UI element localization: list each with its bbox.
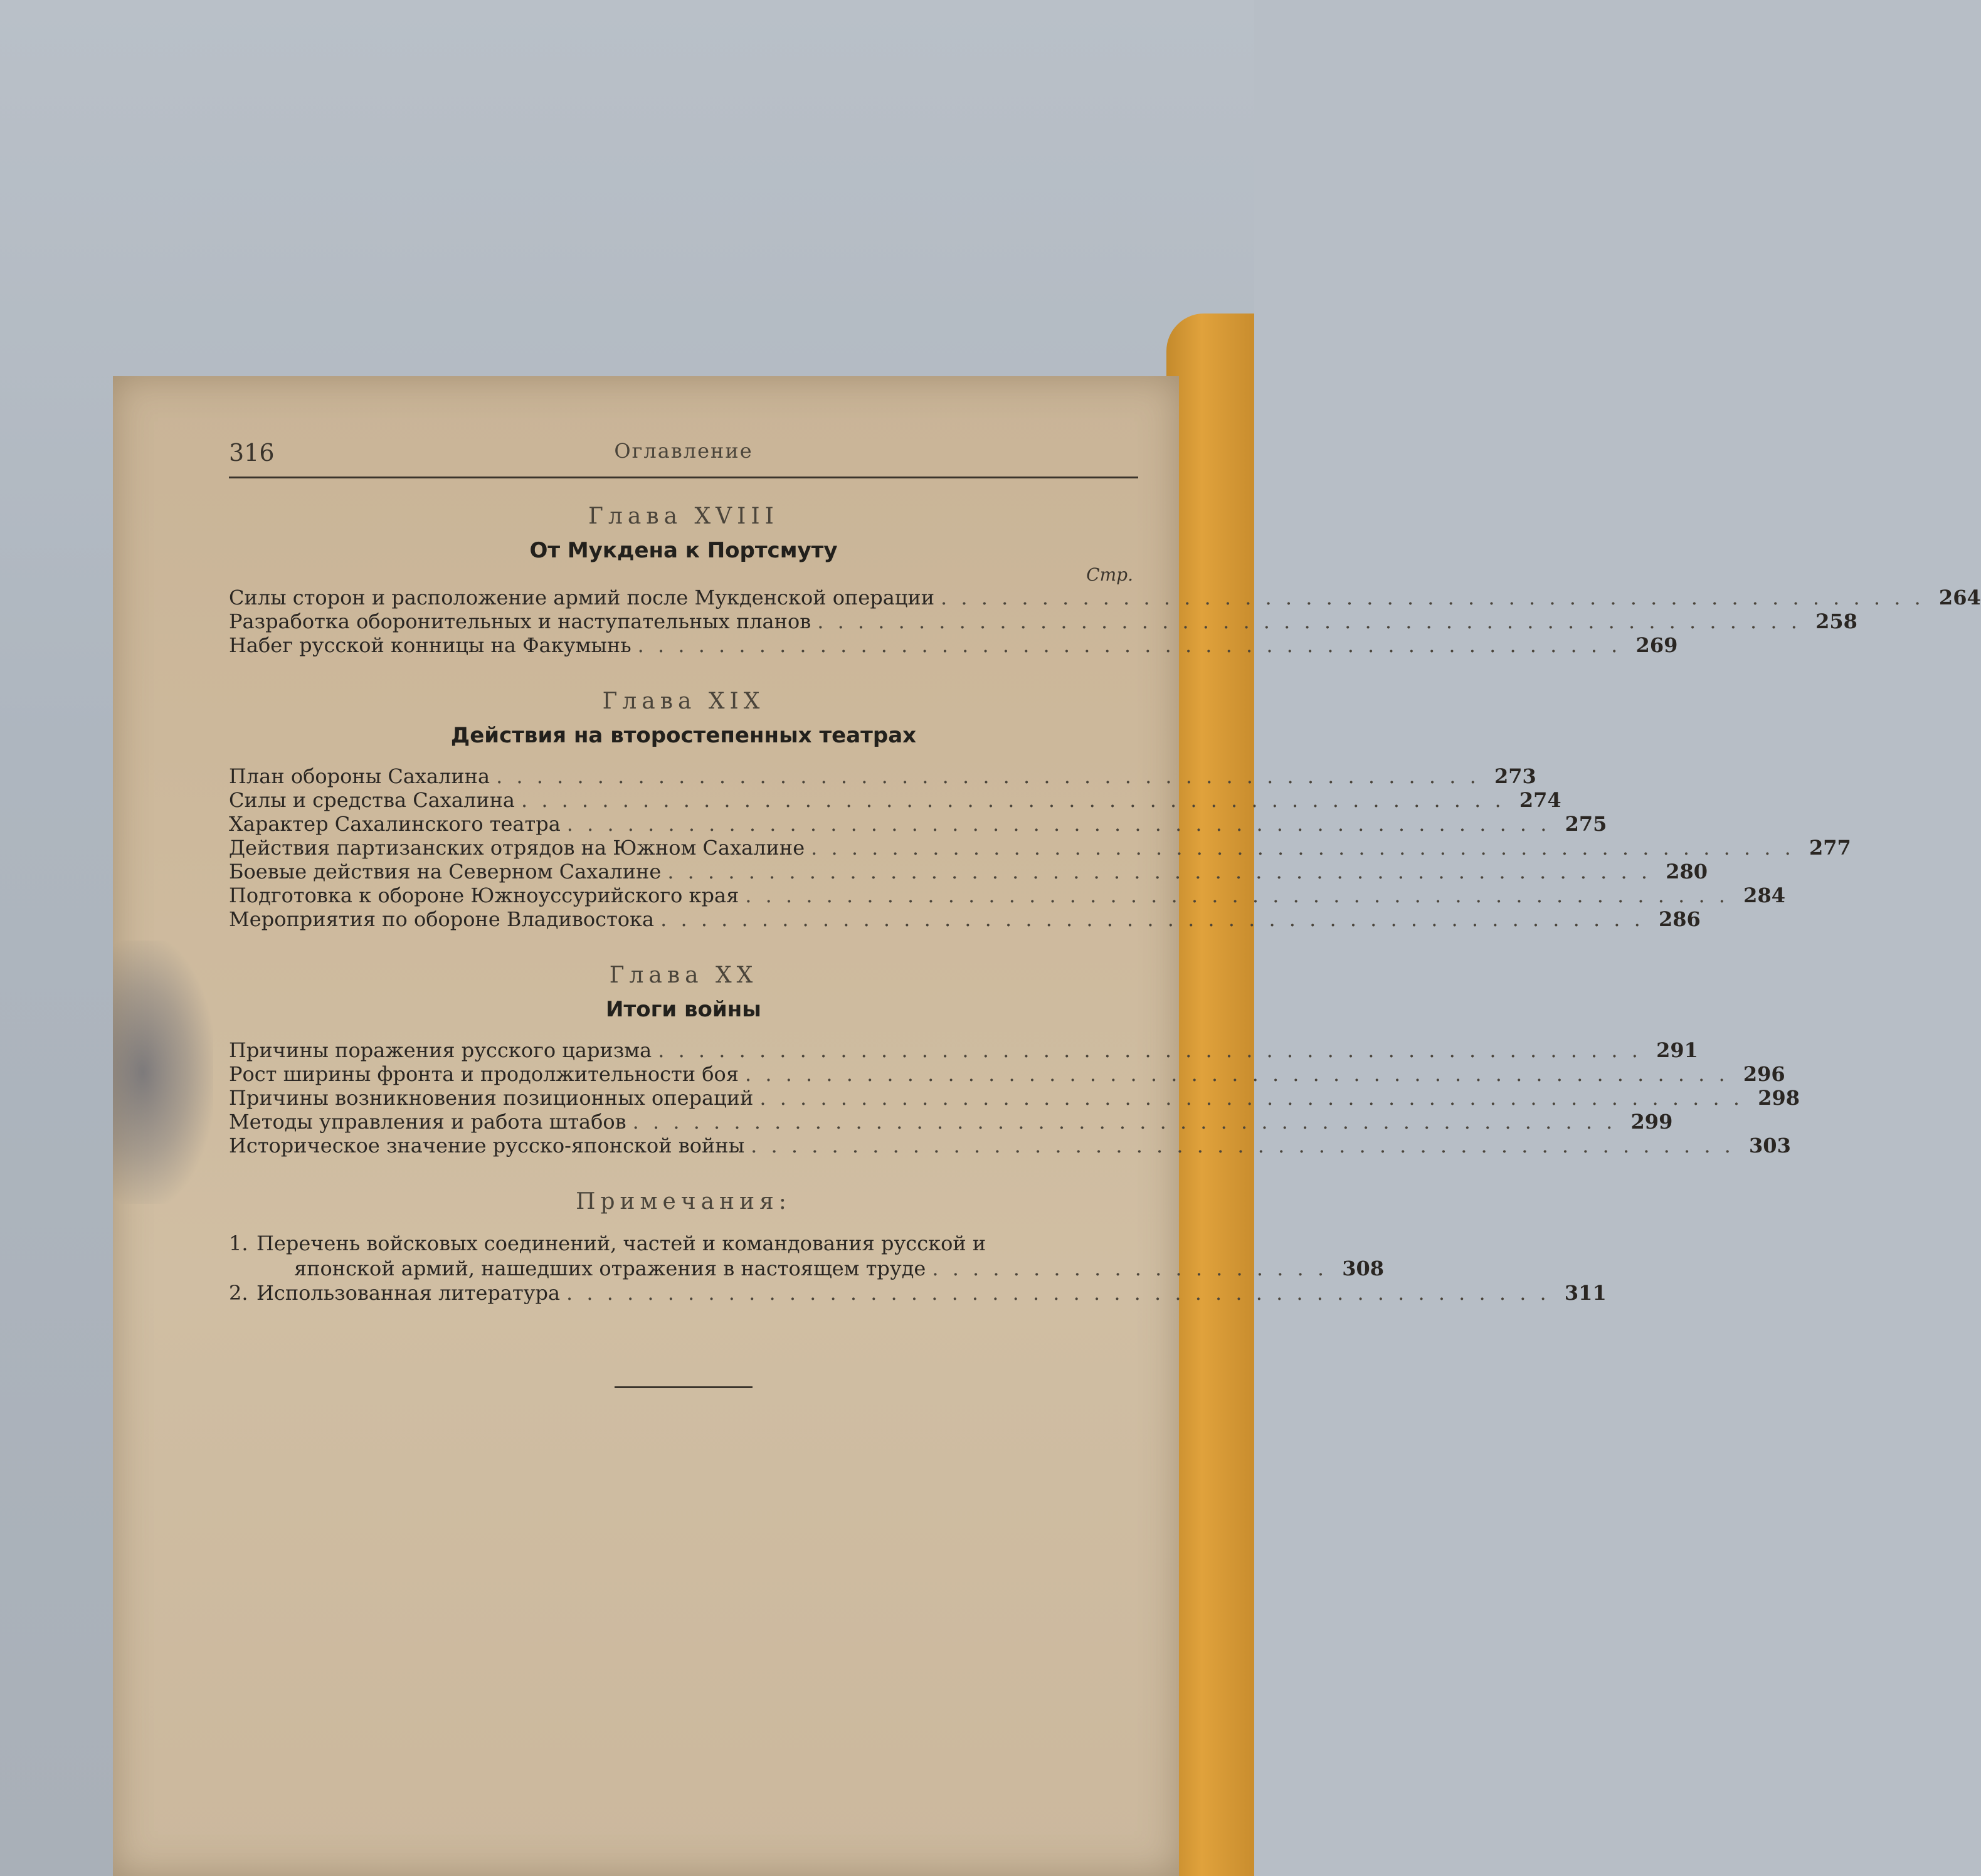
toc-entry-page: 298 — [1758, 1086, 1800, 1110]
dot-leader: . . . . . . . . . . . . . . . . . . . . . . . . . . . . . . . . . . . . . . . . . . . . . . . . . — [751, 1134, 1735, 1157]
toc-entry-page: 280 — [1666, 860, 1708, 883]
toc-entry-page: 296 — [1743, 1062, 1785, 1086]
dot-leader: . . . . . . . . . . . . . . . . . . . . . . . . . . . . . . . . . . . . . . . . . . . . . . . . . — [658, 1038, 1642, 1062]
dot-leader: . . . . . . . . . . . . . . . . . . . . — [932, 1257, 1328, 1280]
toc-entry-label: Силы сторон и расположение армий после Мукденской операции — [229, 586, 935, 609]
chapter-heading: Глава XIX — [602, 688, 765, 714]
page-column-label: Стр. — [1086, 564, 1133, 585]
ink-stain — [113, 941, 213, 1204]
toc-entry-label: План обороны Сахалина — [229, 764, 490, 788]
toc-entry-page: 277 — [1809, 836, 1851, 860]
running-title: Оглавление — [614, 439, 753, 463]
notes-heading: Примечания: — [576, 1189, 791, 1215]
chapter-heading: Глава XX — [609, 962, 758, 988]
toc-entry — [229, 883, 1785, 907]
toc-entry-label: Силы и средства Сахалина — [229, 788, 515, 812]
toc-entry — [229, 764, 1536, 788]
running-head — [229, 433, 1138, 478]
toc-entry-label: Разработка оборонительных и наступательных планов — [229, 609, 811, 633]
dot-leader: . . . . . . . . . . . . . . . . . . . . . . . . . . . . . . . . . . . . . . . . . . . . . . . . . — [941, 586, 1925, 609]
table-of-contents — [229, 433, 1981, 1388]
dot-leader: . . . . . . . . . . . . . . . . . . . . . . . . . . . . . . . . . . . . . . . . . . . . . . . . . — [811, 836, 1795, 860]
toc-entry-label: Причины поражения русского царизма — [229, 1038, 652, 1062]
toc-entry-page: 275 — [1565, 812, 1607, 836]
note-item — [229, 1281, 1607, 1305]
page-number: 316 — [229, 439, 275, 466]
toc-entry-page: 284 — [1743, 883, 1785, 907]
toc-entry-label: Характер Сахалинского театра — [229, 812, 561, 836]
toc-entry-page: 308 — [1342, 1257, 1385, 1280]
chapter-title: От Мукдена к Портсмуту — [529, 538, 838, 563]
end-rule — [615, 1386, 753, 1388]
dot-leader: . . . . . . . . . . . . . . . . . . . . . . . . . . . . . . . . . . . . . . . . . . . . . . . . . — [632, 1110, 1617, 1134]
section-chapter-18 — [229, 503, 1981, 657]
dot-leader: . . . . . . . . . . . . . . . . . . . . . . . . . . . . . . . . . . . . . . . . . . . . . . . . . — [817, 609, 1801, 633]
note-number: 1. — [229, 1231, 248, 1255]
toc-entry — [229, 1110, 1673, 1134]
chapter-title: Действия на второстепенных театрах — [450, 723, 917, 748]
dot-leader: . . . . . . . . . . . . . . . . . . . . . . . . . . . . . . . . . . . . . . . . . . . . . . . . . — [667, 860, 1651, 883]
notes-section — [229, 1189, 1607, 1305]
toc-entry-label: Набег русской конницы на Факумынь — [229, 633, 631, 657]
toc-entry-label: Методы управления и работа штабов — [229, 1110, 626, 1134]
note-line: японской армий, нашедших отражения в настоящем труде — [294, 1257, 926, 1280]
dot-leader: . . . . . . . . . . . . . . . . . . . . . . . . . . . . . . . . . . . . . . . . . . . . . . . . . — [637, 633, 1622, 657]
note-item — [229, 1231, 1385, 1281]
dot-leader: . . . . . . . . . . . . . . . . . . . . . . . . . . . . . . . . . . . . . . . . . . . . . . . . . — [566, 812, 1551, 836]
toc-entry-label: Подготовка к обороне Южноуссурийского края — [229, 883, 739, 907]
toc-entry-page: 273 — [1494, 764, 1536, 788]
dot-leader: . . . . . . . . . . . . . . . . . . . . . . . . . . . . . . . . . . . . . . . . . . . . . . . . . — [759, 1086, 1744, 1110]
toc-entry-label: Мероприятия по обороне Владивостока — [229, 907, 655, 931]
toc-entry — [229, 788, 1561, 812]
dot-leader: . . . . . . . . . . . . . . . . . . . . . . . . . . . . . . . . . . . . . . . . . . . . . . . . . — [660, 907, 1644, 931]
toc-entry — [229, 1062, 1785, 1086]
note-line: Перечень войсковых соединений, частей и командования русской и — [256, 1231, 986, 1255]
toc-entry-label: Причины возникновения позиционных операций — [229, 1086, 754, 1110]
toc-entry-page: 303 — [1749, 1134, 1791, 1157]
toc-entry-page: 299 — [1630, 1110, 1673, 1134]
toc-entry-page: 258 — [1815, 609, 1857, 633]
section-chapter-19 — [229, 688, 1851, 931]
toc-entry — [229, 836, 1851, 860]
toc-entry-label: Действия партизанских отрядов на Южном Сахалине — [229, 836, 805, 860]
toc-entry-page: 269 — [1635, 633, 1678, 657]
toc-entry — [229, 907, 1701, 931]
toc-entry-label: Историческое значение русско-японской войны — [229, 1134, 745, 1157]
toc-entry-label: Использованная литература — [256, 1281, 561, 1305]
toc-entry-label: Боевые действия на Северном Сахалине — [229, 860, 662, 883]
dot-leader: . . . . . . . . . . . . . . . . . . . . . . . . . . . . . . . . . . . . . . . . . . . . . . . . . — [745, 1062, 1729, 1086]
toc-entry-page: 264 — [1938, 586, 1981, 609]
chapter-heading: Глава XVIII — [588, 503, 779, 529]
toc-entry-page: 286 — [1659, 907, 1701, 931]
toc-entry — [229, 633, 1678, 657]
section-chapter-20 — [229, 962, 1800, 1157]
note-number: 2. — [229, 1281, 248, 1305]
chapter-title: Итоги войны — [606, 997, 761, 1022]
toc-entry — [229, 812, 1607, 836]
toc-entry-page: 291 — [1656, 1038, 1698, 1062]
toc-entry-page: 274 — [1519, 788, 1561, 812]
toc-entry — [229, 860, 1708, 883]
dot-leader: . . . . . . . . . . . . . . . . . . . . . . . . . . . . . . . . . . . . . . . . . . . . . . . . . — [745, 883, 1729, 907]
dot-leader: . . . . . . . . . . . . . . . . . . . . . . . . . . . . . . . . . . . . . . . . . . . . . . . . . — [496, 764, 1480, 788]
toc-entry — [229, 1086, 1800, 1110]
dot-leader: . . . . . . . . . . . . . . . . . . . . . . . . . . . . . . . . . . . . . . . . . . . . . . . . . — [520, 788, 1505, 812]
toc-entry-label: Рост ширины фронта и продолжительности боя — [229, 1062, 739, 1086]
toc-entry-page: 311 — [1564, 1281, 1607, 1305]
toc-entry — [229, 609, 1857, 633]
dot-leader: . . . . . . . . . . . . . . . . . . . . . . . . . . . . . . . . . . . . . . . . . . . . . . . . . — [566, 1281, 1550, 1305]
toc-entry — [229, 586, 1981, 609]
toc-entry — [229, 1038, 1698, 1062]
toc-entry — [229, 1134, 1791, 1157]
